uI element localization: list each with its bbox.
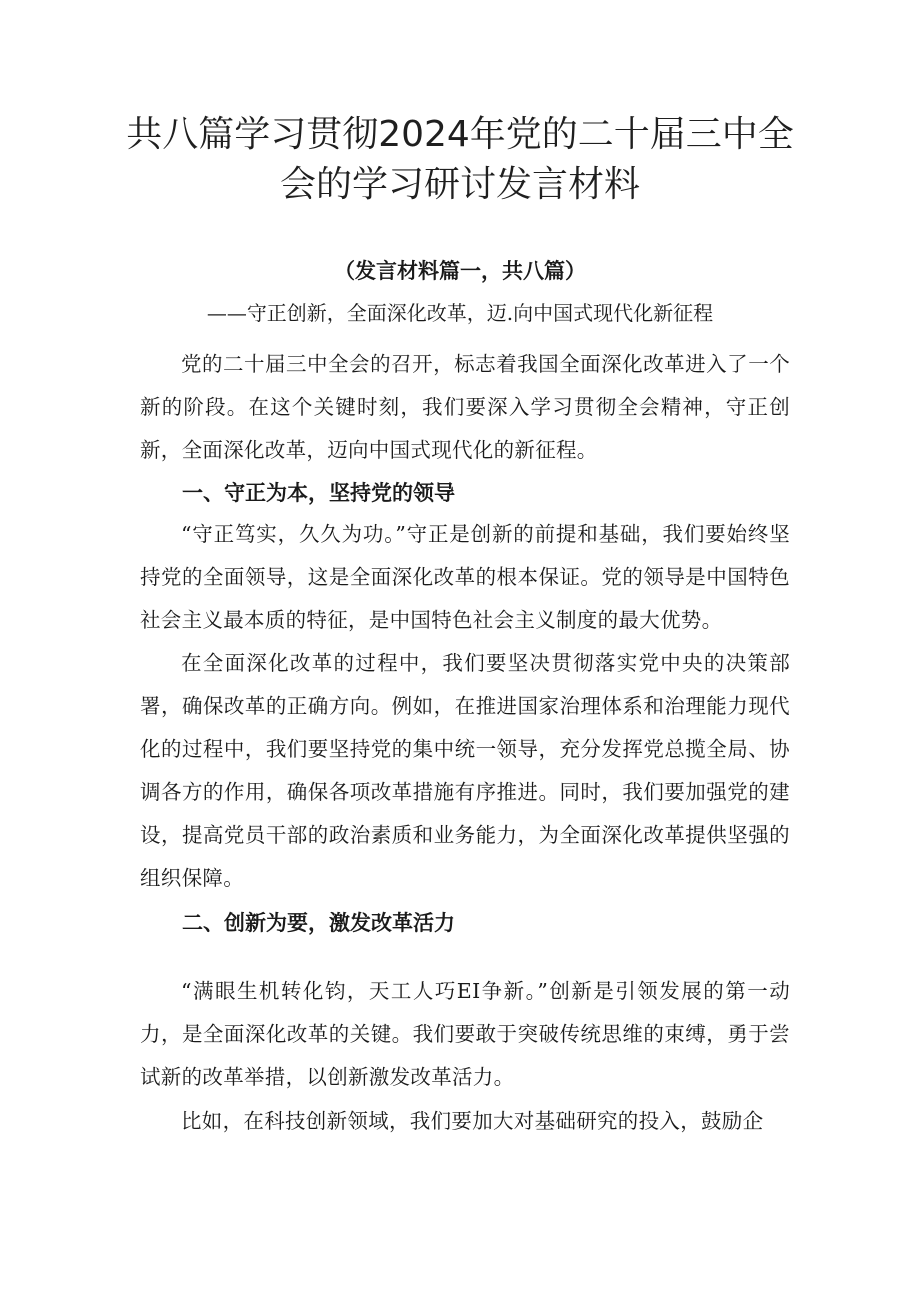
- title-line-1: 共八篇学习贯彻2024年党的二十届三中全: [126, 114, 794, 155]
- section-2-paragraph-1: “满眼生机转化钧，天工人巧EI争新。”创新是引领发展的第一动力，是全面深化改革的关键。我们要敢于突破传统思维的束缚，勇于尝试新的改革举措，以创新激发改革活力。: [140, 979, 790, 1089]
- section-2-heading: 二、创新为要，激发改革活力: [182, 911, 455, 935]
- document-tagline: ——守正创新，全面深化改革，迈.向中国式现代化新征程: [206, 301, 714, 325]
- section-1-paragraph-1: “守正笃实，久久为功。”守正是创新的前提和基础，我们要始终坚持党的全面领导，这是全面深化改革的根本保证。党的领导是中国特色社会主义最本质的特征，是中国特色社会主义制度的最大优势。: [140, 522, 790, 632]
- document-title: [120, 110, 800, 210]
- intro-paragraph: 党的二十届三中全会的召开，标志着我国全面深化改革进入了一个新的阶段。在这个关键时刻，我们要深入学习贯彻全会精神，守正创新，全面深化改革，迈向中国式现代化的新征程。: [140, 352, 790, 462]
- section-1-paragraph-2: 在全面深化改革的过程中，我们要坚决贯彻落实党中央的决策部署，确保改革的正确方向。例如，在推进国家治理体系和治理能力现代化的过程中，我们要坚持党的集中统一领导，充分发挥党总揽全局、协调各方的作用，确保各项改革措施有序推进。同时，我们要加强党的建设，提高党员干部的政治素质和业务能力，为全面深化改革提供坚强的组织保障。: [140, 651, 790, 890]
- document-subtitle: （发言材料篇一，共八篇）: [334, 259, 586, 283]
- section-2-paragraph-2: 比如，在科技创新领域，我们要加大对基础研究的投入，鼓励企: [181, 1109, 764, 1133]
- section-1-heading: 一、守正为本，坚持党的领导: [182, 481, 455, 505]
- title-line-2: 会的学习研讨发言材料: [279, 164, 640, 205]
